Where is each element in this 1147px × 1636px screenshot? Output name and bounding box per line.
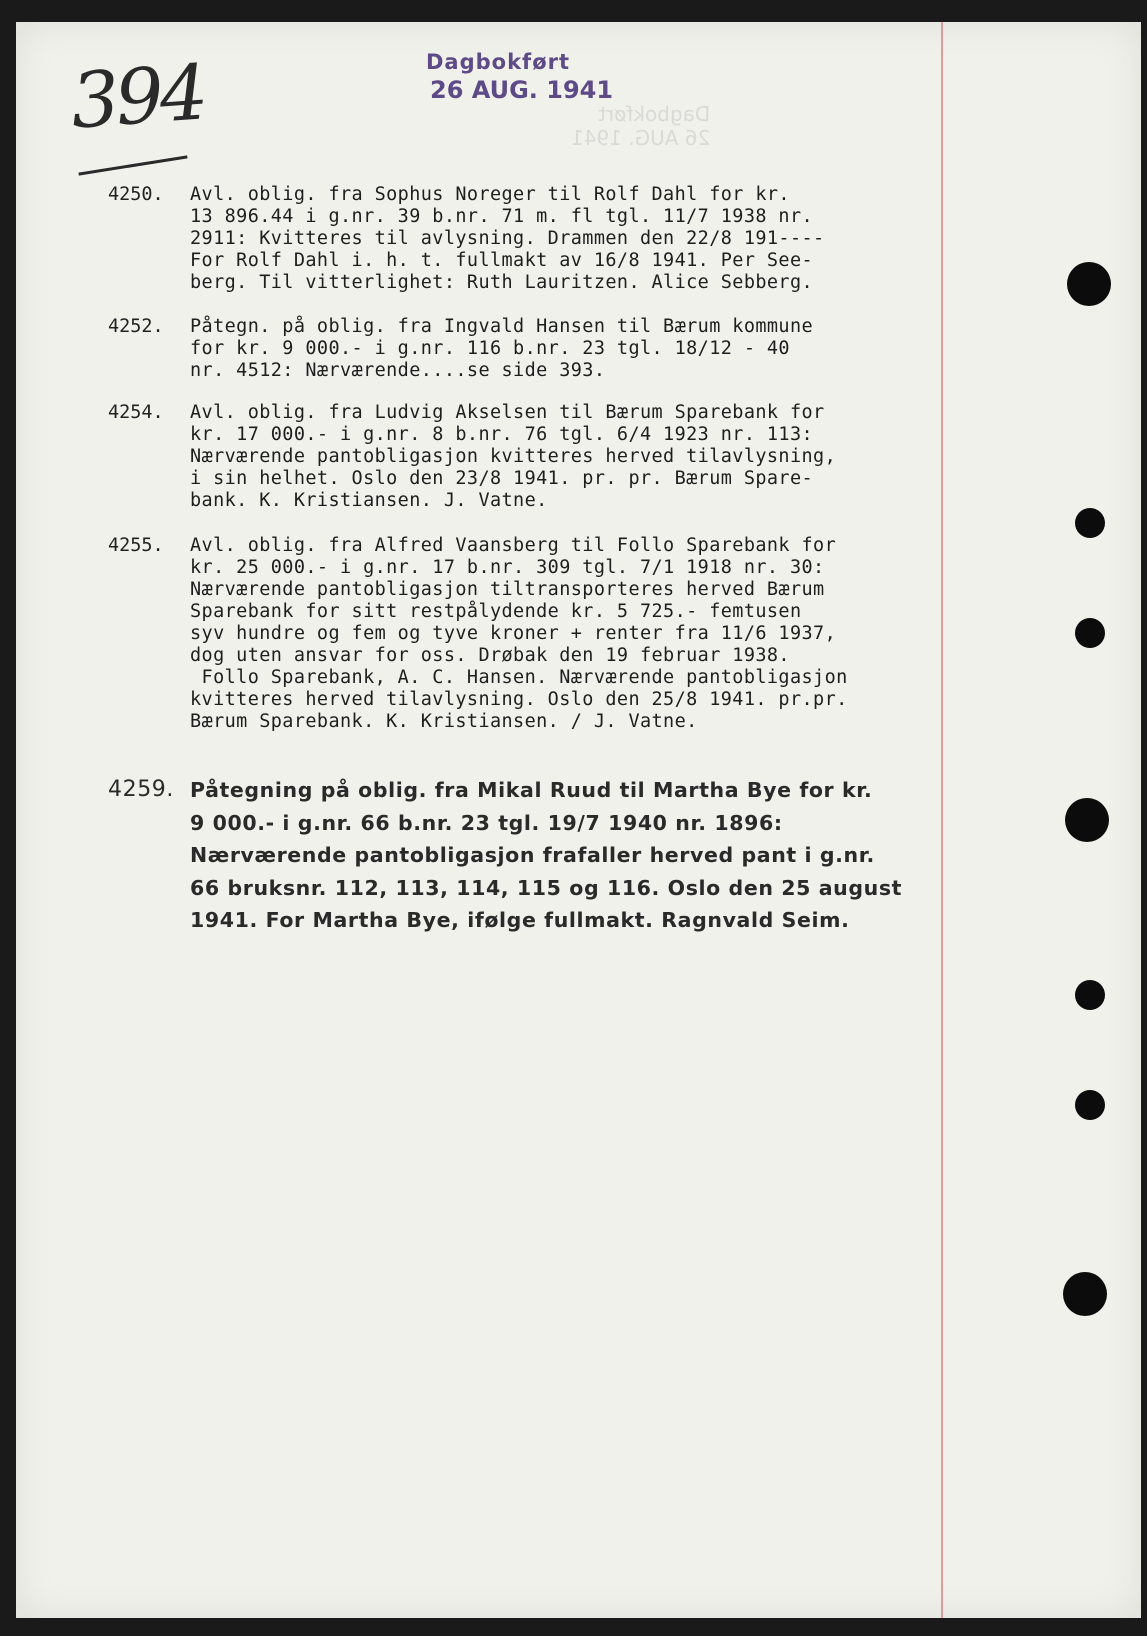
binder-hole bbox=[1067, 262, 1111, 306]
entry-line: For Rolf Dahl i. h. t. fullmakt av 16/8 1941. Per See- bbox=[190, 250, 814, 271]
entry-line: Follo Sparebank, A. C. Hansen. Nærværende pantobligasjon bbox=[190, 667, 848, 688]
entry-number: 4254. bbox=[108, 402, 164, 423]
binder-hole bbox=[1075, 618, 1105, 648]
entry-text bbox=[190, 402, 950, 512]
entry-line: nr. 4512: Nærværende....se side 393. bbox=[190, 360, 606, 381]
entry-line: kr. 25 000.- i g.nr. 17 b.nr. 309 tgl. 7/1 1918 nr. 30: bbox=[190, 557, 825, 578]
entry-text bbox=[190, 774, 950, 937]
bleed-through-stamp bbox=[571, 102, 710, 150]
entry-number: 4255. bbox=[108, 535, 164, 556]
entry-number: 4250. bbox=[108, 184, 164, 205]
entry-line: Bærum Sparebank. K. Kristiansen. / J. Vatne. bbox=[190, 711, 698, 732]
entry-line: 1941. For Martha Bye, ifølge fullmakt. Ragnvald Seim. bbox=[190, 908, 850, 932]
entry-line: bank. K. Kristiansen. J. Vatne. bbox=[190, 490, 548, 511]
entry-line: 13 896.44 i g.nr. 39 b.nr. 71 m. fl tgl. 11/7 1938 nr. bbox=[190, 206, 814, 227]
entry-line: Avl. oblig. fra Sophus Noreger til Rolf Dahl for kr. bbox=[190, 184, 790, 205]
entry-line: Nærværende pantobligasjon tiltransporteres herved Bærum bbox=[190, 579, 825, 600]
entry-line: kvitteres herved tilavlysning. Oslo den 25/8 1941. pr.pr. bbox=[190, 689, 848, 710]
stamp-label: Dagbokført bbox=[426, 50, 571, 74]
entry-line: syv hundre og fem og tyve kroner + renter fra 11/6 1937, bbox=[190, 623, 837, 644]
binder-hole bbox=[1075, 1090, 1105, 1120]
ghost-stamp-label: Dagbokført bbox=[598, 102, 711, 126]
entry-text bbox=[190, 184, 950, 294]
entry-number: 4252. bbox=[108, 316, 164, 337]
ghost-stamp-date: 26 AUG. 1941 bbox=[571, 126, 711, 150]
entry-line: 2911: Kvitteres til avlysning. Drammen den 22/8 191---- bbox=[190, 228, 825, 249]
entry-line: 9 000.- i g.nr. 66 b.nr. 23 tgl. 19/7 1940 nr. 1896: bbox=[190, 810, 783, 835]
binder-hole bbox=[1065, 798, 1109, 842]
entry-line: kr. 17 000.- i g.nr. 8 b.nr. 76 tgl. 6/4 1923 nr. 113: bbox=[190, 424, 814, 445]
binder-hole bbox=[1063, 1272, 1107, 1316]
entry-line: 66 bruksnr. 112, 113, 114, 115 og 116. Oslo den 25 august bbox=[190, 875, 903, 900]
entry-number: 4259. bbox=[108, 777, 174, 802]
page-number-underline bbox=[78, 155, 187, 175]
entry-line: berg. Til vitterlighet: Ruth Lauritzen. Alice Sebberg. bbox=[190, 272, 814, 293]
entry-line: dog uten ansvar for oss. Drøbak den 19 februar 1938. bbox=[190, 645, 790, 666]
binder-hole bbox=[1075, 980, 1105, 1010]
date-stamp bbox=[426, 50, 613, 104]
binder-hole bbox=[1075, 508, 1105, 538]
entry-line: Avl. oblig. fra Ludvig Akselsen til Bærum Sparebank for bbox=[190, 402, 825, 423]
entry-line: Avl. oblig. fra Alfred Vaansberg til Follo Sparebank for bbox=[190, 535, 837, 556]
entry-line: Påtegning på oblig. fra Mikal Ruud til Martha Bye for kr. bbox=[190, 778, 873, 802]
entry-line: Nærværende pantobligasjon kvitteres herved tilavlysning, bbox=[190, 446, 837, 467]
page-number: 394 bbox=[68, 47, 208, 146]
entry-line: i sin helhet. Oslo den 23/8 1941. pr. pr. Bærum Spare- bbox=[190, 468, 814, 489]
entry-line: for kr. 9 000.- i g.nr. 116 b.nr. 23 tgl. 18/12 - 40 bbox=[190, 338, 790, 359]
ledger-page bbox=[16, 22, 1141, 1618]
entry-text bbox=[190, 316, 950, 382]
entry-line: Sparebank for sitt restpålydende kr. 5 725.- femtusen bbox=[190, 601, 802, 622]
entry-text bbox=[190, 535, 950, 733]
stamp-date: 26 AUG. 1941 bbox=[430, 76, 614, 104]
entry-line: Nærværende pantobligasjon frafaller herved pant i g.nr. bbox=[190, 843, 875, 867]
entry-line: Påtegn. på oblig. fra Ingvald Hansen til Bærum kommune bbox=[190, 316, 814, 337]
